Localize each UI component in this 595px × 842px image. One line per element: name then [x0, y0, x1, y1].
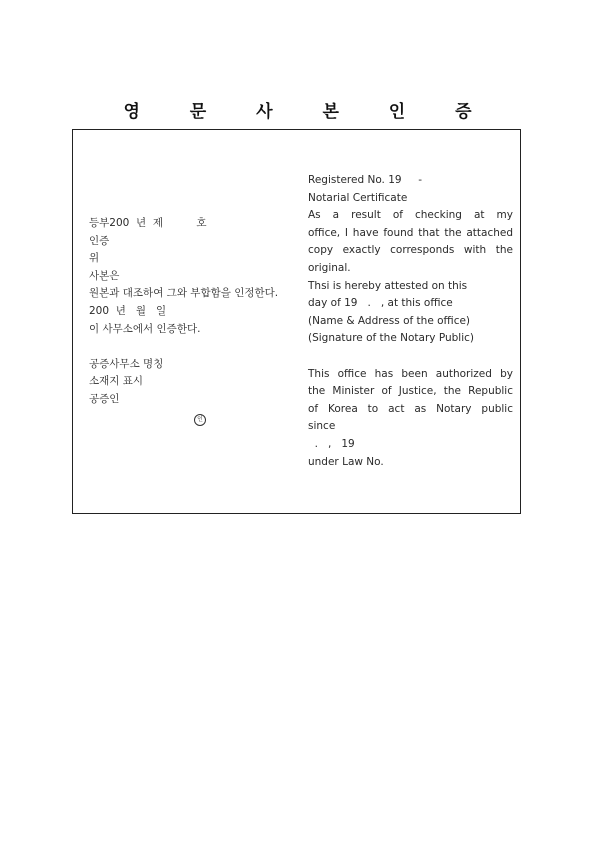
copy-label: 사본은 — [89, 269, 120, 282]
spacer — [308, 348, 513, 366]
result-statement-line: As a result of checking at my — [308, 209, 513, 222]
attest-label: 인증 — [89, 234, 110, 247]
registered-number-line: Registered No. 19 - — [308, 174, 423, 186]
above-label: 위 — [89, 252, 100, 265]
date-line: 200 년 월 일 — [89, 304, 167, 317]
compare-statement: 원본과 대조하여 그와 부합함을 인정한다. — [89, 287, 279, 300]
office-name-address-placeholder: (Name & Address of the office) — [308, 314, 471, 327]
office-name-label: 공증사무소 명칭 — [89, 357, 164, 370]
location-label: 소재지 표시 — [89, 375, 144, 388]
office-attest-statement: 이 사무소에서 인증한다. — [89, 322, 201, 335]
notarial-certificate-heading: Notarial Certificate — [308, 191, 408, 204]
authorization-statement-line: of Korea to act as Notary public — [308, 402, 513, 415]
notary-signature-placeholder: (Signature of the Notary Public) — [308, 332, 474, 345]
seal-icon: 인 — [194, 414, 206, 426]
notary-label: 공증인 — [89, 392, 120, 405]
english-certificate-text — [308, 172, 513, 471]
page-title: 영 문 사 본 인 증 — [123, 102, 494, 122]
registration-number-line: 등부200 년 제 호 — [89, 217, 207, 229]
result-statement-line: office, I have found that the attached — [308, 226, 513, 239]
under-law-line: under Law No. — [308, 455, 384, 468]
spacer — [89, 338, 294, 356]
authorization-statement-line: the Minister of Justice, the Republic — [308, 385, 513, 398]
authorization-statement-line: since — [308, 420, 336, 433]
result-statement-line: original. — [308, 261, 351, 274]
attested-statement: Thsi is hereby attested on this — [308, 279, 468, 292]
since-date-line: . , 19 — [308, 437, 355, 450]
day-line: day of 19 . , at this office — [308, 297, 453, 310]
result-statement-line: copy exactly corresponds with the — [308, 244, 513, 257]
korean-certificate-text — [89, 215, 294, 409]
authorization-statement-line: This office has been authorized by — [308, 367, 513, 380]
